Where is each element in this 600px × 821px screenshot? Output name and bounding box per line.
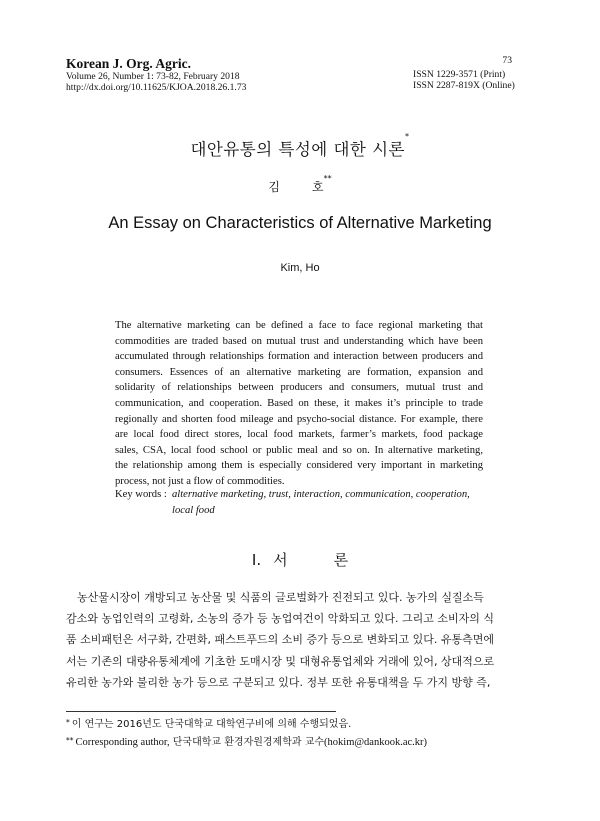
journal-title: Korean J. Org. Agric. [66,56,191,71]
footnote-2-role: Corresponding author, [75,737,170,748]
abstract-line: communication, and cooperation. Based on these, it makes it’s principle to trade [115,397,483,409]
footnote-2-affiliation: 단국대학교 환경자원경제학과 교수 [172,737,325,748]
body-line: 유리한 농가와 불리한 농가 등으로 구분되고 있다. 정부 또한 유통대책을 두 가지 방향 즉, [66,675,491,689]
body-line: 품 소비패턴은 서구화, 간편화, 패스트푸드의 소비 증가 등으로 변화되고 있다. 유통측면에 [66,633,494,647]
body-line: 서는 기존의 대량유통체계에 기초한 도매시장 및 대형유통업체와 거래에 있어, 상대적으로 [66,654,495,668]
abstract [115,318,483,490]
english-title: An Essay on Characteristics of Alternative Marketing [108,214,492,232]
abstract-line: sales, CSA, local food school or public meal and so on. In alternative marketing, [115,444,483,456]
korean-author [0,174,600,195]
section-word-2: 론 [333,551,349,569]
volume-info: Volume 26, Number 1: 73-82, February 2018 [66,71,240,82]
page-number: 73 [502,55,512,66]
abstract-line: process, not just a flow of commodities. [115,475,285,487]
footnote-1 [66,719,351,731]
body-line: 감소와 농업인력의 고령화, 소농의 증가 등 농업여건이 악화되고 있다. 그리고 소비자의 식 [66,612,494,626]
korean-title [0,132,600,160]
footnote-2-email[interactable]: (hokim@dankook.ac.kr) [324,737,428,748]
footnote-1-text: 이 연구는 2016년도 단국대학교 대학연구비에 의해 수행되었음. [71,719,352,730]
abstract-line: solidarity of relationships between producers and consumers, mutual trust and [115,382,483,394]
abstract-line: are local food direct stores, local food markets, farmer’s markets, food package [115,429,483,441]
english-author: Kim, Ho [280,262,320,274]
body-text [66,587,514,693]
abstract-line: consumers. Essences of an alternative marketing are formation, expansion and [115,366,483,378]
issn-print: ISSN 1229-3571 (Print) [413,69,506,80]
author-footnote-mark: ** [323,174,332,183]
footnote-2 [66,737,427,749]
footnote-divider [66,711,336,712]
abstract-line: regionally and shorten food mileage and psycho-social distance. For example, there [115,413,483,425]
issn-online: ISSN 2287-819X (Online) [413,80,515,91]
issn-block [413,69,515,91]
title-footnote-mark: * [405,132,410,141]
doi-link[interactable]: http://dx.doi.org/10.11625/KJOA.2018.26.1.73 [66,82,247,93]
abstract-line: the relationship among them is especially considered very important in marketing [115,460,483,472]
keywords-label: Key words : [115,489,167,500]
footnote-1-mark: * [66,718,70,727]
journal-header [66,56,246,93]
abstract-line: The alternative marketing can be defined a face to face regional marketing that [115,320,483,331]
body-line: 농산물시장이 개방되고 농산물 및 식품의 글로벌화가 진전되고 있다. 농가의 실질소득 [77,591,484,604]
footnote-2-mark: ** [66,736,74,745]
keywords-text: alternative marketing, trust, interaction, communication, cooperation, local food [172,489,470,516]
abstract-line: accumulated through relationships formation and interaction between producers and [115,351,483,363]
author-ko-first: 김 [268,180,280,194]
section-heading [0,549,600,570]
author-ko-second: 호 [312,180,324,194]
section-number: Ⅰ. [251,551,262,569]
korean-title-text: 대안유통의 특성에 대한 시론 [190,140,405,159]
abstract-line: commodities are traded based on mutual trust and understanding which have been [115,335,483,347]
section-word-1: 서 [273,551,288,569]
